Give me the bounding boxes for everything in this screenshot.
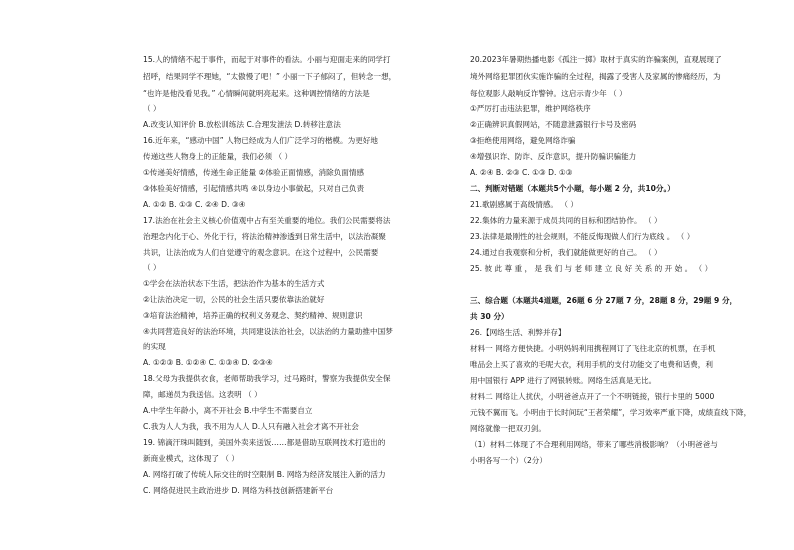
q20-item-2: ②正确辨识真假网站，不随意泄露银行卡号及密码 [470, 120, 637, 129]
q18-line-1: 18.父母为我提供衣食，老师帮助我学习，过马路时，警察为我提供安全保 [143, 374, 391, 383]
q16-item-1-2: ①传递美好情感，传递生命正能量 ②体验正面情感，消除负面情感 [143, 168, 365, 177]
q20-options: A. ②④ B. ②③ C. ①③ D. ①③ [470, 168, 573, 177]
q18-options-ab: A.中学生年龄小，离不开社会 B.中学生不需要自立 [143, 406, 313, 415]
section-2-heading: 二、判断对错题（本题共5个小题，每小题 2 分，共10分。） [470, 184, 675, 193]
material-2-line-2: 元钱不翼而飞。小明由于长时间玩“王者荣耀”，学习效率严重下降，成绩直线下降， [470, 408, 752, 417]
material-1-line-1: 材料一 网络方便快捷。小明妈妈利用携程网订了飞往北京的机票，在手机 [470, 344, 716, 353]
q24-line: 24.通过自我观察和分析，我们就能做更好的自己。 （ ） [470, 248, 662, 257]
q16-line-1: 16.近年来，“感动中国” 人物已经成为人们广泛学习的楷模。为更好地 [143, 136, 378, 145]
q23-line: 23.法律是最刚性的社会规则，不能反悔现做人们行为底线 。 （ ） [470, 232, 695, 241]
q18-line-2: 障，邮递员为我送信。这表明 （ ） [143, 390, 262, 399]
q17-options: A. ①②③ B. ①②④ C. ①③④ D. ②③④ [143, 358, 273, 367]
q17-item-2: ②让法治决定一切，公民的社会生活只要依靠法治就好 [143, 295, 325, 304]
q15-answer-bracket: （ ） [143, 104, 161, 113]
q15-line-1: 15.人的情绪不起于事件，而起于对事件的看法。小丽与迎面走来的同学打 [143, 55, 391, 64]
q20-item-3: ③拒绝使用网络，避免网络诈骗 [470, 136, 576, 145]
q17-line-3: 共识，让法治成为人们自觉遵守的观念意识。在这个过程中，公民需要 [143, 248, 379, 257]
q19-options-cd: C. 网络促进民主政治进步 D. 网络为科技创新搭建新平台 [143, 486, 334, 495]
q21-line: 21.歌剧感属于高级情感。 （ ） [470, 200, 579, 209]
q20-line-2: 境外网络犯罪团伙实施诈骗的全过程，揭露了受害人及家属的惨痛经历，为 [470, 72, 721, 81]
q15-line-2: 招呼，结果同学不理她，“太傲慢了吧！” 小丽一下子郁闷了，但转念一想， [143, 72, 397, 81]
q16-line-2: 传递这些人物身上的正能量，我们必须 （ ） [143, 152, 293, 161]
q18-options-cd: C.我为人人为我，我不用为人人 D.人只有融入社会才离不开社会 [143, 422, 359, 431]
q17-line-1: 17.法治在社会主义核心价值观中占有至关重要的地位。我们公民需要将法 [143, 216, 391, 225]
q20-item-1: ①严厉打击违法犯罪，维护网络秩序 [470, 104, 591, 113]
material-1-line-3: 用中国银行 APP 进行了网银转账。网络生活真是无比。 [470, 376, 657, 385]
material-1-line-2: 唯品会上买了喜欢的毛呢大衣，利用手机的支付功能交了电费和话费，利 [470, 360, 713, 369]
q19-options-ab: A. 网络打破了传统人际交往的时空限制 B. 网络为经济发展注入新的活力 [143, 470, 386, 479]
q26-title: 26.【网络生活、利弊并存】 [470, 328, 566, 337]
q26-sub1-line-1: （1）材料二体现了不合理利用网络，带来了哪些消极影响？（小明爸爸与 [470, 440, 718, 449]
q16-options: A. ①② B. ①③ C. ②④ D. ③④ [143, 200, 246, 209]
q19-line-2: 新商业模式，这体现了 （ ） [143, 454, 239, 463]
q22-line: 22.集体的力量来源于成员共同的目标和团结协作。 （ ） [470, 216, 662, 225]
material-2-line-3: 网络就像一把双刃剑。 [470, 424, 546, 433]
section-3-heading-cont: 共 30 分） [470, 312, 509, 321]
q17-item-3: ③培育法治精神，培养正确的权利义务观念、契约精神、规则意识 [143, 311, 363, 320]
material-2-line-1: 材料二 网络让人扰伏，小明爸爸点开了一个不明链接，银行卡里的 5000 [470, 392, 715, 401]
q17-item-4-cont: 的实现 [143, 342, 166, 351]
q26-sub1-line-2: 小明各写一个）（2分） [470, 456, 547, 465]
q17-item-1: ①学会在法治状态下生活，把法治作为基本的生活方式 [143, 279, 325, 288]
q20-line-1: 20.2023年暑期热播电影《孤注一掷》取材于真实的诈骗案例，直观展现了 [470, 55, 722, 64]
q25-line: 25. 彼 此 尊 重 ， 是 我 们 与 老 师 建 立 良 好 关 系 的 开 始 。 （ ） [470, 264, 713, 273]
q17-answer-bracket: （ ） [143, 263, 161, 272]
q19-line-1: 19. 锦滴汗珠叫随到，美国外卖来送饭……都是借助互联网技术打造出的 [143, 438, 386, 447]
q16-item-3-4: ③体验美好情感，引起情感共鸣 ④以身边小事做起，只对自己负责 [143, 184, 365, 193]
q15-options: A.改变认知评价 B.放松训练法 C.合理发泄法 D.转移注意法 [143, 120, 341, 129]
q15-line-3: “也许是他没看见我。” 心情瞬间就明亮起来。这种调控情绪的方法是 [143, 89, 370, 98]
q20-item-4: ④增强识诈、防诈、反诈意识，提升防骗识骗能力 [470, 152, 637, 161]
section-3-heading: 三、综合题（本题共4道题，26题 6 分 27题 7 分，28题 8 分，29题 9 分， [470, 296, 738, 305]
q20-line-3: 每位观影人敲响反诈警钟。这启示青少年 （ ） [470, 89, 627, 98]
q17-item-4: ④共同营造良好的法治环境，共同建设法治社会，以法治的力量助推中国梦 [143, 327, 393, 336]
q17-line-2: 治理念内化于心、外化于行，将法治精神渗透到日常生活中，以法治凝聚 [143, 232, 386, 241]
